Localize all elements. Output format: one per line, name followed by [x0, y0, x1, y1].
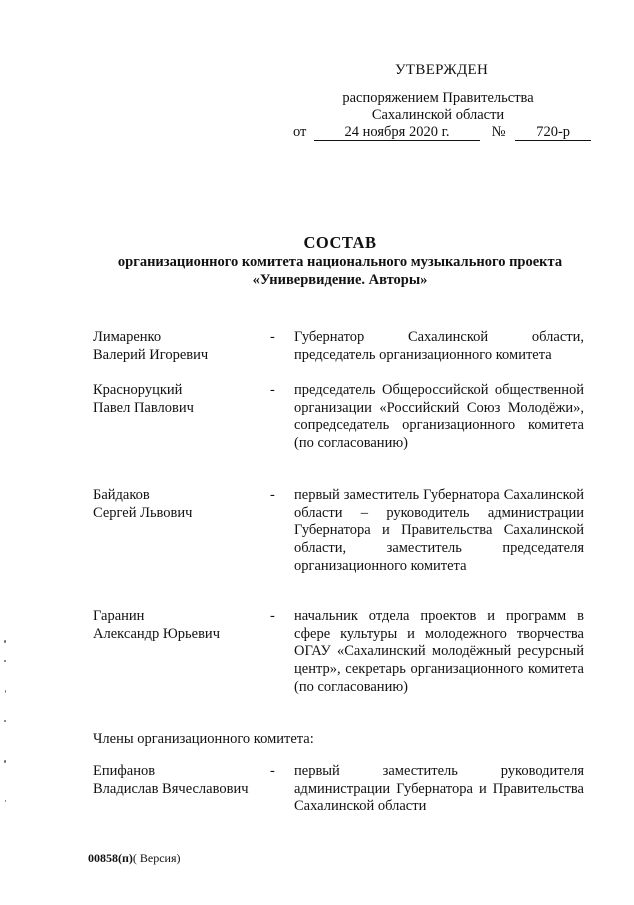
- member-name: [93, 487, 268, 522]
- member-dash: -: [270, 763, 275, 779]
- from-label: от: [293, 124, 307, 140]
- member-dash: -: [270, 608, 275, 624]
- document-code: [88, 851, 181, 866]
- scan-speck: [5, 800, 6, 802]
- member-dash: -: [270, 487, 275, 503]
- member-given-name: Владислав Вячеславович: [93, 780, 249, 797]
- member-name: [93, 329, 268, 364]
- member-role: первый заместитель Губернатора Сахалинской области – руководитель администрации Губернатора и Правительства Сахалинской области, заместитель председателя организационного комитета: [294, 487, 584, 574]
- scan-speck: [4, 720, 6, 722]
- document-version: ( Версия): [132, 851, 181, 865]
- number-sign: №: [491, 124, 506, 140]
- document-title: [60, 233, 620, 289]
- decree-number: 720-р: [515, 125, 591, 141]
- title-subtitle: организационного комитета национального музыкального проекта: [117, 254, 563, 270]
- scan-speck: [4, 640, 6, 643]
- title-project-name: «Универвидение. Авторы»: [252, 272, 428, 288]
- scan-speck: [4, 660, 6, 662]
- scan-speck: [4, 760, 6, 763]
- member-surname: Лимаренко: [93, 329, 162, 345]
- member-given-name: Валерий Игоревич: [93, 346, 209, 363]
- member-surname: Епифанов: [93, 763, 156, 779]
- member-role: первый заместитель руководителя администрации Губернатора и Правительства Сахалинской области: [294, 763, 584, 815]
- decree-date: 24 ноября 2020 г.: [314, 125, 480, 141]
- member-name: [93, 382, 268, 417]
- member-surname: Байдаков: [93, 487, 150, 503]
- approved-stamp: УТВЕРЖДЕН: [395, 62, 489, 78]
- member-name: [93, 763, 268, 798]
- committee-members-label: Члены организационного комитета:: [93, 731, 314, 747]
- title-heading: СОСТАВ: [303, 233, 377, 252]
- member-role: начальник отдела проектов и программ в сфере культуры и молодежного творчества ОГАУ «Сахалинский молодёжный ресурсный центр», секретарь организационного комитета (по согласованию): [294, 608, 584, 695]
- member-surname: Гаранин: [93, 608, 145, 624]
- member-dash: -: [270, 382, 275, 398]
- member-surname: Красноруцкий: [93, 382, 183, 398]
- member-role: председатель Общероссийской общественной организации «Российский Союз Молодёжи», сопредседатель организационного комитета (по согласованию): [294, 382, 584, 452]
- member-name: [93, 608, 268, 643]
- scan-speck: [5, 690, 6, 693]
- member-given-name: Александр Юрьевич: [93, 625, 220, 642]
- member-given-name: Сергей Львович: [93, 504, 193, 521]
- decree-reference: [330, 90, 546, 124]
- decree-date-line: [293, 124, 591, 141]
- decree-line-1: распоряжением Правительства: [342, 90, 534, 106]
- member-role: Губернатор Сахалинской области, председатель организационного комитета: [294, 329, 584, 363]
- member-given-name: Павел Павлович: [93, 399, 194, 416]
- decree-line-2: Сахалинской области: [371, 107, 505, 123]
- document-code-number: 00858(п): [88, 851, 133, 865]
- member-dash: -: [270, 329, 275, 345]
